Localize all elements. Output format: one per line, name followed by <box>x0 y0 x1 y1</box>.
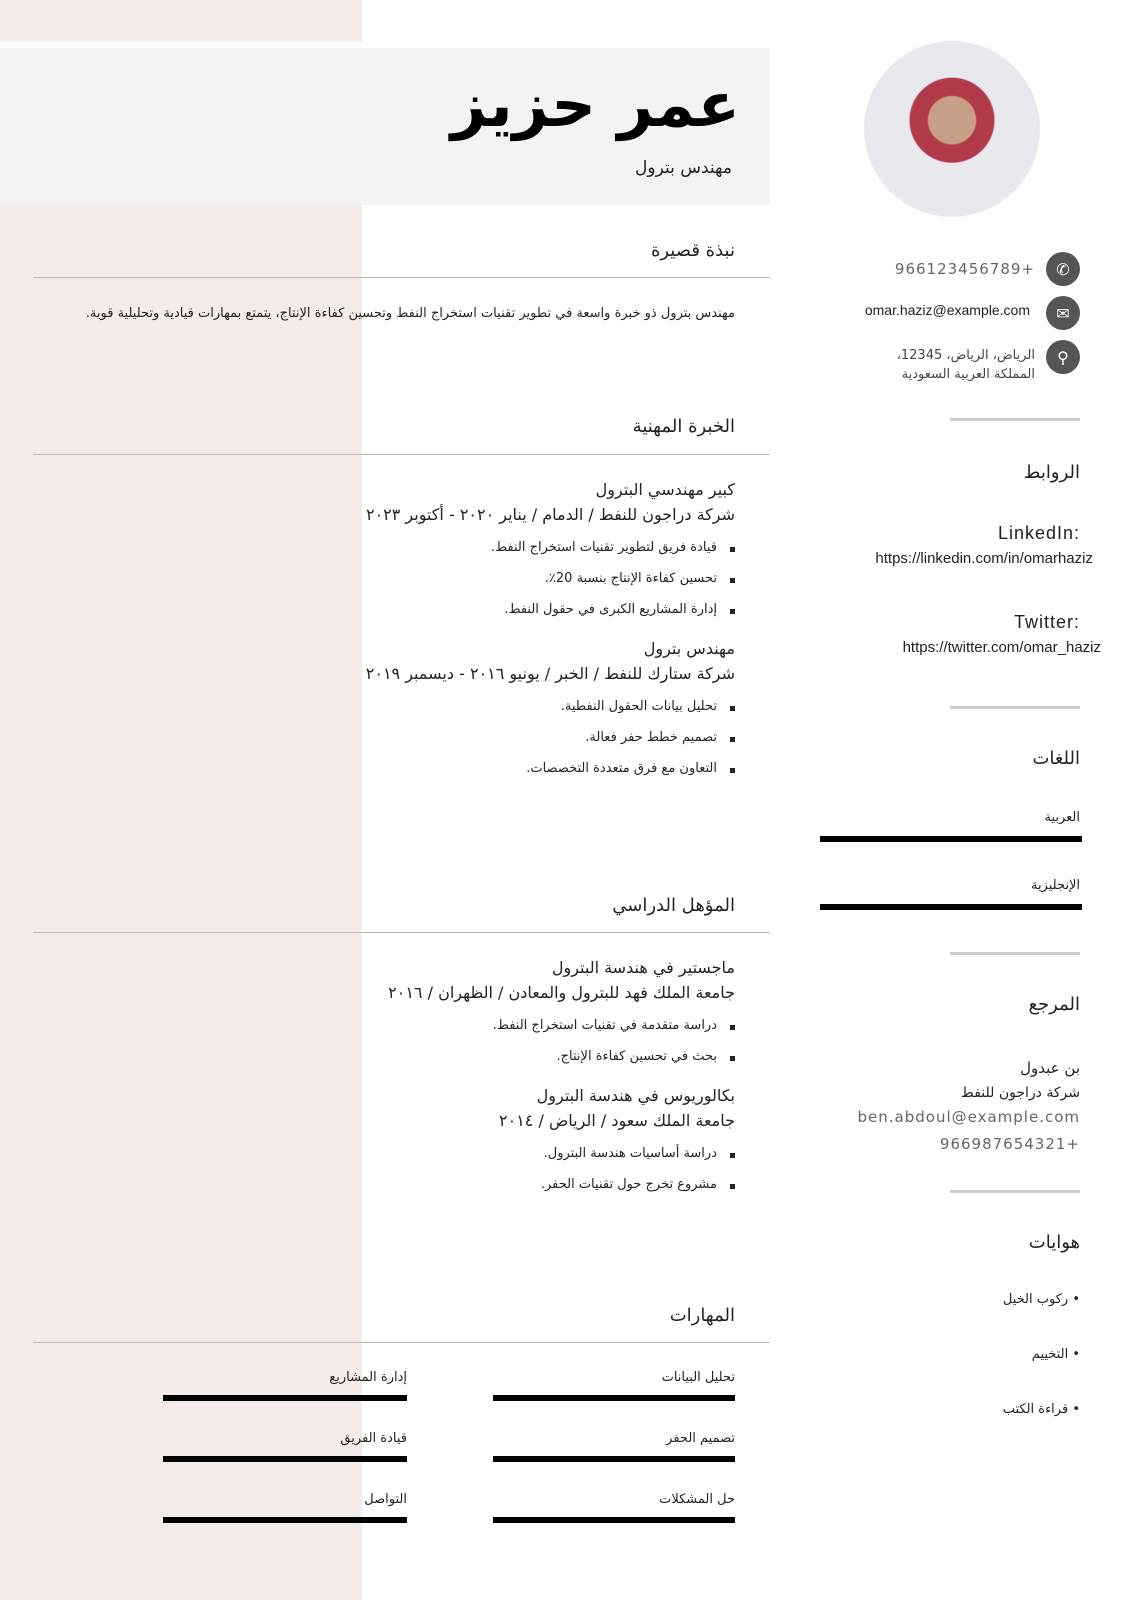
education-list <box>60 958 735 1200</box>
language-name: العربية <box>1044 810 1080 825</box>
experience-item <box>60 480 735 625</box>
experience-title: الخبرة المهنية <box>632 416 735 437</box>
bullet-item: قيادة فريق لتطوير تقنيات استخراج النفط. <box>60 532 735 563</box>
hobbies-list <box>1003 1292 1080 1417</box>
linkedin-url[interactable]: https://linkedin.com/in/omarhaziz <box>875 550 1093 567</box>
address-line2: المملكة العربية السعودية <box>901 367 1035 382</box>
skill-level-bar <box>493 1517 735 1523</box>
reference-email: ben.abdoul@example.com <box>857 1108 1080 1126</box>
education-item <box>60 1086 735 1200</box>
divider <box>33 277 770 278</box>
skill-level-bar <box>163 1395 407 1401</box>
skill-name: تحليل البيانات <box>661 1370 735 1385</box>
bullet-item: تصميم خطط حفر فعالة. <box>60 722 735 753</box>
reference-details <box>858 1055 1080 1158</box>
divider <box>33 1342 770 1343</box>
candidate-title: مهندس بترول <box>635 158 732 178</box>
languages-title: اللغات <box>1032 748 1080 769</box>
degree: بكالوريوس في هندسة البترول <box>536 1086 735 1105</box>
skill-name: تصميم الحفر <box>666 1431 735 1446</box>
language-level-bar <box>820 836 1082 842</box>
twitter-label: Twitter: <box>1013 612 1080 632</box>
skills-title: المهارات <box>669 1305 735 1326</box>
contact-email: omar.haziz@example.com <box>864 302 1030 318</box>
bullet-item: بحث في تحسين كفاءة الإنتاج. <box>60 1041 735 1072</box>
candidate-name: عمر حزيز <box>450 68 740 141</box>
experience-item <box>60 639 735 784</box>
linkedin-label: LinkedIn: <box>997 523 1080 543</box>
degree: ماجستير في هندسة البترول <box>551 958 735 977</box>
skill-name: إدارة المشاريع <box>329 1370 407 1385</box>
summary-title: نبذة قصيرة <box>650 240 735 261</box>
degree-details: جامعة الملك سعود / الرياض / ٢٠١٤ <box>499 1111 735 1130</box>
job-role: مهندس بترول <box>643 639 735 658</box>
skill-name: قيادة الفريق <box>340 1431 407 1446</box>
hobby-item: • قراءة الكتب <box>1002 1402 1080 1417</box>
education-item <box>60 958 735 1072</box>
divider <box>950 952 1080 955</box>
header <box>0 48 770 205</box>
phone-icon: ✆ <box>1046 252 1080 286</box>
divider <box>33 454 770 455</box>
skill-level-bar <box>163 1517 407 1523</box>
skill-level-bar <box>493 1395 735 1401</box>
location-icon: ⚲ <box>1046 340 1080 374</box>
reference-title: المرجع <box>1028 994 1080 1015</box>
address-line1: الرياض، الرياض، 12345، <box>896 348 1035 363</box>
skill-name: التواصل <box>364 1492 407 1507</box>
email-icon: ✉ <box>1046 296 1080 330</box>
skill-name: حل المشكلات <box>659 1492 735 1507</box>
job-details: شركة ستارك للنفط / الخبر / يونيو ٢٠١٦ - ديسمبر ٢٠١٩ <box>365 664 735 683</box>
skill-level-bar <box>493 1456 735 1462</box>
bullet-item: دراسة أساسيات هندسة البترول. <box>60 1138 735 1169</box>
reference-name: بن عبدول <box>1020 1059 1080 1077</box>
divider <box>950 706 1080 709</box>
experience-list <box>60 480 735 784</box>
job-role: كبير مهندسي البترول <box>595 480 735 499</box>
hobbies-title: هوايات <box>1028 1232 1080 1253</box>
degree-details: جامعة الملك فهد للبترول والمعادن / الظهران / ٢٠١٦ <box>388 983 735 1002</box>
skill-level-bar <box>163 1456 407 1462</box>
hobby-item: • التخييم <box>1031 1347 1080 1362</box>
bullet-item: دراسة متقدمة في تقنيات استخراج النفط. <box>60 1010 735 1041</box>
language-name: الإنجليزية <box>1030 878 1080 893</box>
divider <box>950 418 1080 421</box>
links-title: الروابط <box>1023 462 1080 483</box>
bullet-item: إدارة المشاريع الكبرى في حقول النفط. <box>60 594 735 625</box>
hobby-item: • ركوب الخيل <box>1002 1292 1080 1307</box>
education-title: المؤهل الدراسي <box>612 895 735 916</box>
divider <box>33 932 770 933</box>
bullet-item: تحليل بيانات الحقول النفطية. <box>60 691 735 722</box>
profile-photo <box>864 41 1040 217</box>
reference-company: شركة دراجون للنفط <box>960 1085 1080 1101</box>
bullet-item: التعاون مع فرق متعددة التخصصات. <box>60 753 735 784</box>
job-details: شركة دراجون للنفط / الدمام / يناير ٢٠٢٠ - أكتوبر ٢٠٢٣ <box>365 505 735 524</box>
summary-text: مهندس بترول ذو خبرة واسعة في تطوير تقنيات استخراج النفط وتحسين كفاءة الإنتاج، يتمتع بمهارات قيادية وتحليلية قوية. <box>85 306 735 321</box>
language-level-bar <box>820 904 1082 910</box>
bullet-item: تحسين كفاءة الإنتاج بنسبة 20٪. <box>60 563 735 594</box>
divider <box>950 1190 1080 1193</box>
contact-address <box>897 346 1035 384</box>
decor-band-top <box>0 0 362 42</box>
bullet-item: مشروع تخرج حول تقنيات الحفر. <box>60 1169 735 1200</box>
decor-band-left <box>0 205 362 1600</box>
reference-phone: 966987654321+ <box>939 1135 1080 1153</box>
twitter-url[interactable]: https://twitter.com/omar_haziz <box>902 639 1101 656</box>
contact-phone: 966123456789+ <box>894 260 1035 278</box>
